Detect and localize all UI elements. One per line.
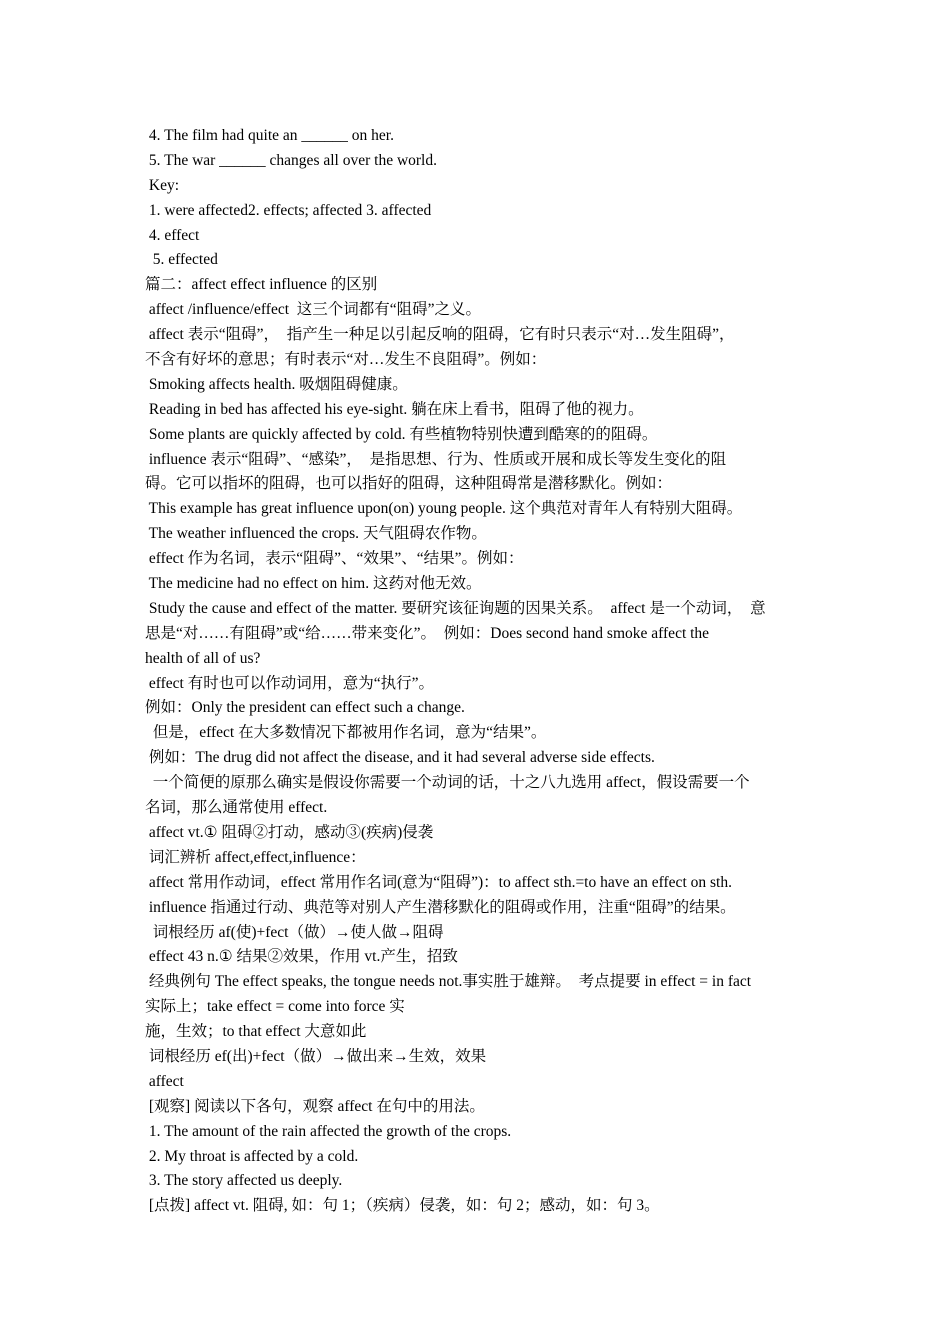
text-line: Smoking affects health. 吸烟阻碍健康。	[145, 375, 408, 393]
text-line: effect 作为名词，表示“阻碍”、“效果”、“结果”。例如：	[145, 550, 524, 568]
text-line: 5. effected	[145, 251, 218, 269]
text-line: 4. The film had quite an ______ on her.	[145, 127, 394, 144]
text-line: affect	[145, 1072, 184, 1090]
text-line: affect vt.① 阻碍②打动，感动③(疾病)侵袭	[145, 823, 434, 841]
text-line: [点拨] affect vt. 阻碍, 如：句 1；（疾病）侵袭，如：句 2；感动，如：句 3。	[145, 1197, 660, 1215]
text-line: 一个简便的原那么确实是假设你需要一个动词的话，十之八九选用 affect，假设需要一个	[145, 774, 750, 792]
section-heading: 篇二：affect effect influence 的区别	[145, 276, 378, 294]
text-line: This example has great influence upon(on) young people. 这个典范对青年人有特别大阻碍。	[145, 500, 743, 518]
text-line: 词汇辨析 affect,effect,influence：	[145, 848, 366, 866]
text-line: 经典例句 The effect speaks, the tongue needs not.事实胜于雄辩。 考点提要 in effect = in fact	[145, 973, 752, 991]
text-line: Key:	[145, 176, 180, 194]
text-line: 但是，effect 在大多数情况下都被用作名词，意为“结果”。	[145, 724, 547, 742]
text-line: affect 常用作动词，effect 常用作名词(意为“阻碍”)：to affect sth.=to have an effect on sth.	[145, 873, 732, 891]
text-line: 2. My throat is affected by a cold.	[145, 1147, 359, 1165]
text-line: 3. The story affected us deeply.	[145, 1172, 343, 1190]
text-line: 4. effect	[145, 226, 200, 244]
text-line: Reading in bed has affected his eye-sight. 躺在床上看书，阻碍了他的视力。	[145, 400, 644, 418]
text-line: 1. were affected2. effects; affected 3. affected	[145, 201, 432, 219]
text-line: affect /influence/effect 这三个词都有“阻碍”之义。	[145, 301, 482, 319]
text-line: The medicine had no effect on him. 这药对他无效。	[145, 575, 482, 593]
text-line: 例如：The drug did not affect the disease, and it had several adverse side effects.	[145, 749, 655, 767]
text-line: affect 表示“阻碍”， 指产生一种足以引起反响的阻碍，它有时只表示“对…发生阻碍”，	[145, 326, 735, 344]
text-line: influence 指通过行动、典范等对别人产生潜移默化的阻碍或作用，注重“阻碍”的结果。	[145, 898, 736, 916]
text-line: 不含有好坏的意思；有时表示“对…发生不良阻碍”。例如：	[145, 351, 547, 369]
text-line: health of all of us?	[145, 649, 261, 667]
text-line: 施，生效；to that effect 大意如此	[145, 1023, 367, 1041]
text-line: 例如：Only the president can effect such a change.	[145, 699, 465, 717]
text-line: 实际上；take effect = come into force 实	[145, 998, 405, 1016]
text-line: 词根经历 ef(出)+fect（做）→做出来→生效，效果	[145, 1047, 487, 1065]
text-line: influence 表示“阻碍”、“感染”， 是指思想、行为、性质或开展和成长等发生变化的阻	[145, 450, 727, 468]
text-line: effect 有时也可以作动词用，意为“执行”。	[145, 674, 434, 692]
text-line: 碍。它可以指坏的阻碍，也可以指好的阻碍，这种阻碍常是潜移默化。例如：	[145, 475, 673, 493]
text-line: 5. The war ______ changes all over the world.	[145, 151, 437, 169]
text-line: Some plants are quickly affected by cold. 有些植物特别快遭到酷寒的的阻碍。	[145, 425, 658, 443]
text-line: effect 43 n.① 结果②效果，作用 vt.产生，招致	[145, 948, 458, 966]
text-line: [观察] 阅读以下各句，观察 affect 在句中的用法。	[145, 1097, 485, 1115]
text-line: The weather influenced the crops. 天气阻碍农作物。	[145, 525, 487, 543]
text-line: 1. The amount of the rain affected the growth of the crops.	[145, 1122, 512, 1140]
text-line: 思是“对……有阻碍”或“给……带来变化”。 例如：Does second hand smoke affect the	[145, 624, 710, 642]
text-line: 词根经历 af(使)+fect（做）→使人做→阻碍	[145, 923, 444, 941]
text-line: Study the cause and effect of the matter. 要研究该征询题的因果关系。 affect 是一个动词， 意	[145, 599, 766, 617]
document-page	[145, 124, 810, 1219]
text-line: 名词，那么通常使用 effect.	[145, 799, 328, 817]
